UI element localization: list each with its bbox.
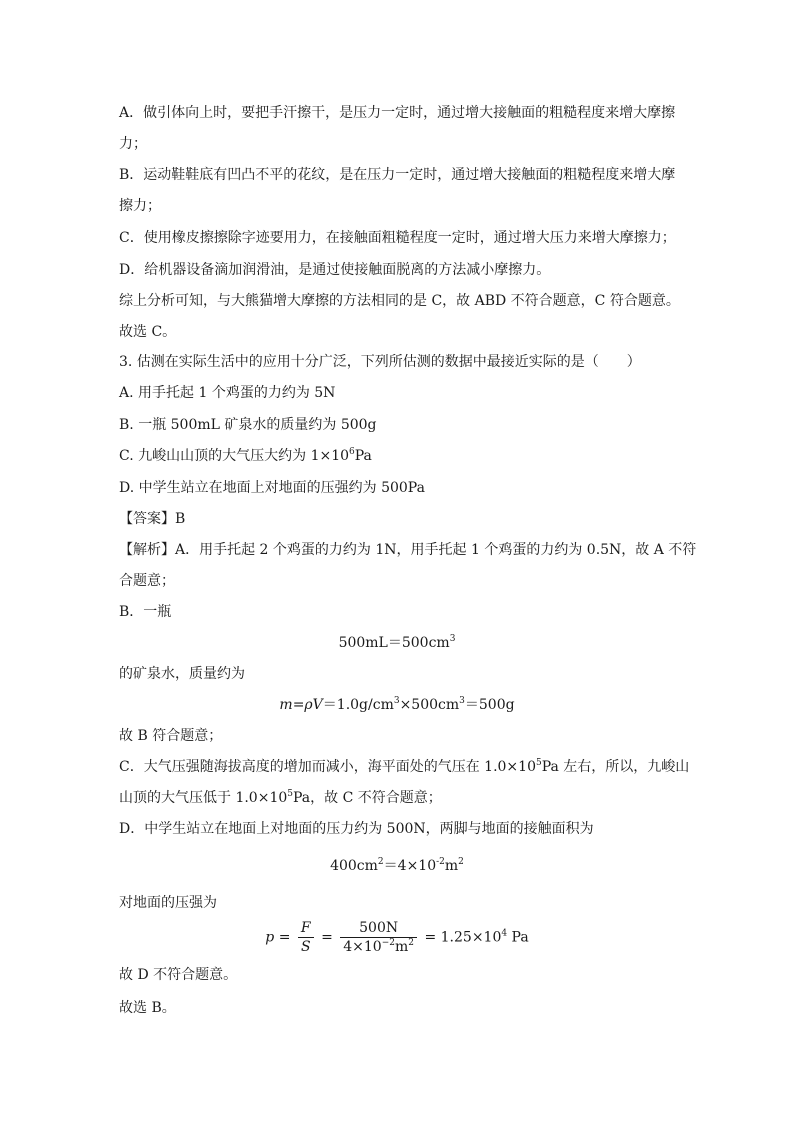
fraction-f-over-s: $\frac{F}{S}$	[298, 920, 314, 955]
equation-pressure: p = $\frac{F}{S}$ = $\frac{500N}{4\times 10^{-2}m^2}$ = $1.25\times 10^4$ Pa	[265, 920, 529, 955]
text-line: 故选 C。	[119, 324, 177, 340]
equation-volume: $500mL=500cm^3$	[338, 634, 456, 651]
text-line: 的矿泉水，质量约为	[119, 666, 245, 682]
text-line: B．一瓶	[119, 604, 172, 620]
text-line: C．大气压强随海拔高度的增加而减小，海平面处的气压在 $1.0\times 10^5Pa$ 左右，所以，九峻山	[119, 758, 690, 775]
text-line: 故 D 不符合题意。	[119, 967, 238, 983]
text-line: 擦力；	[119, 198, 161, 214]
option-b: B. 一瓶 500mL 矿泉水的质量约为 500g	[119, 417, 377, 433]
text-line: 对地面的压强为	[119, 895, 217, 911]
text-line: C．使用橡皮擦擦除字迹要用力，在接触面粗糙程度一定时，通过增大压力来增大摩擦力；	[119, 230, 676, 246]
text-line: 山顶的大气压低于 $1.0\times 10^5Pa$，故 C 不符合题意；	[119, 789, 442, 806]
analysis-line: 【解析】A．用手托起 2 个鸡蛋的力约为 1N，用手托起 1 个鸡蛋的力约为 0.5N，故 A 不符	[119, 542, 697, 558]
equation-area: $400cm^2=4\times 10^{-2}m^2$	[330, 857, 464, 874]
answer-line: 【答案】B	[119, 511, 186, 527]
option-a: A. 用手托起 1 个鸡蛋的力约为 5N	[119, 385, 336, 401]
text-line: 综上分析可知，与大熊猫增大摩擦的方法相同的是 C，故 ABD 不符合题意，C 符合题意。	[119, 293, 680, 309]
text-line: D．给机器设备滴加润滑油，是通过使接触面脱离的方法减小摩擦力。	[119, 262, 551, 278]
text-line: D．中学生站立在地面上对地面的压力约为 500N，两脚与地面的接触面积为	[119, 821, 594, 837]
equation-mass: $m=\rho V=1.0g/cm^3\times 500cm^3=500g$	[279, 696, 515, 713]
text-line: 故 B 符合题意；	[119, 728, 223, 744]
text-line: A．做引体向上时，要把手汗擦干，是压力一定时，通过增大接触面的粗糙程度来增大摩擦	[119, 105, 676, 121]
text-line: 力；	[119, 136, 147, 152]
fraction-values: $\frac{500N}{4\times 10^{-2}m^2}$	[340, 920, 417, 955]
text-line: B．运动鞋鞋底有凹凸不平的花纹，是在压力一定时，通过增大接触面的粗糙程度来增大摩	[119, 167, 676, 183]
text-line: 合题意；	[119, 573, 175, 589]
question-stem: 3. 估测在实际生活中的应用十分广泛，下列所估测的数据中最接近实际的是（ ）	[119, 354, 641, 370]
option-d: D. 中学生站立在地面上对地面的压强约为 500Pa	[119, 480, 425, 496]
option-c: C. 九峻山山顶的大气压大约为 $1\times 10^6Pa$	[119, 447, 372, 464]
text-line: 故选 B。	[119, 1000, 176, 1016]
